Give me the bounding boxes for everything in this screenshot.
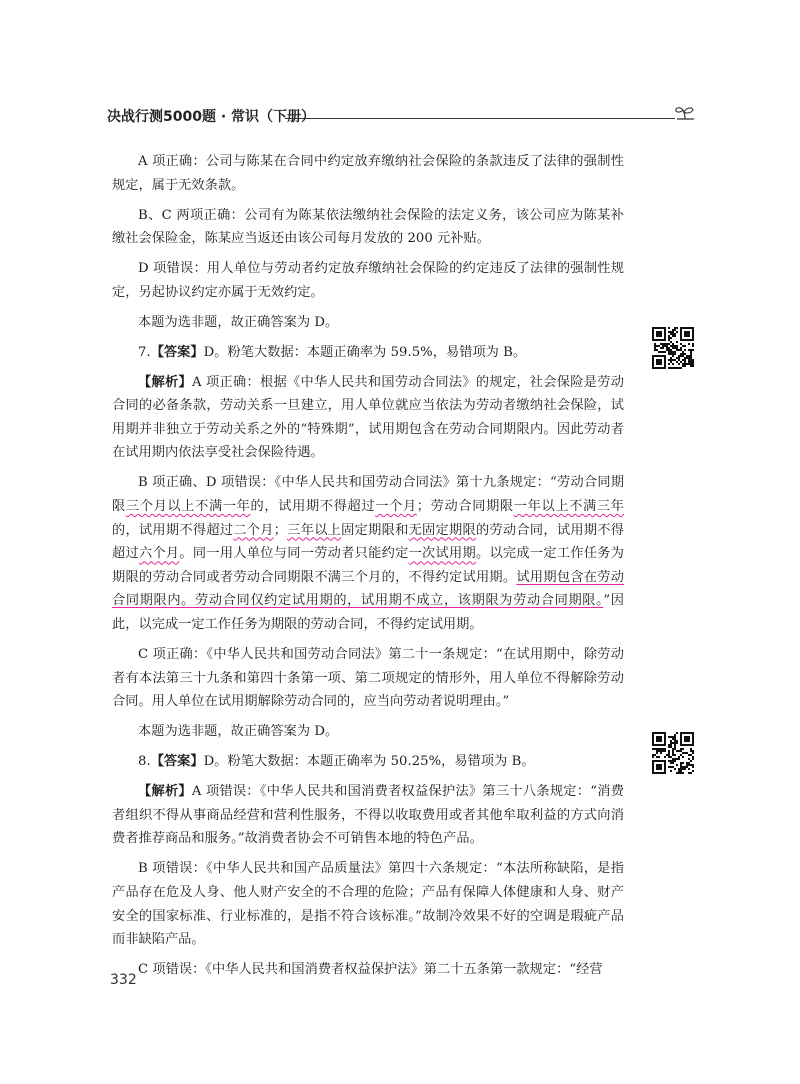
- answer-tag: 【答案】: [150, 344, 204, 360]
- text-segment: 的，试用期不得超过: [250, 499, 376, 515]
- answer-text: D。粉笔大数据：本题正确率为 59.5%，易错项为 B。: [203, 344, 527, 360]
- text-segment: 。同一用人单位与同一劳动者只能约定: [179, 546, 409, 562]
- page-number: 332: [110, 972, 137, 988]
- page-content: [112, 150, 624, 988]
- text-segment: ；劳动合同期限: [416, 499, 514, 515]
- highlight-wavy: 六个月: [138, 546, 180, 562]
- text-segment: 的劳动合同，试用期不得超过: [112, 522, 625, 562]
- analysis-text: A 项错误：《中华人民共和国消费者权益保护法》第三十八条规定：“消费者组织不得从事商品经营和营利性服务，不得以收取费用或者其他牟取利益的方式向消费者推荐商品和服务。”故消费者协会不可销售本地的特色产品。: [112, 784, 624, 847]
- qr-code-icon[interactable]: [651, 731, 695, 775]
- paragraph-option-bc: B、C 两项正确：公司有为陈某依法缴纳社会保险的法定义务，该公司应为陈某补缴社会保险金，陈某应当返还由该公司每月发放的 200 元补贴。: [112, 207, 624, 247]
- sprout-icon: [673, 104, 697, 126]
- text-segment: ；: [273, 522, 287, 538]
- text-segment: 固定期限和: [341, 522, 409, 538]
- question-8-option-b: B 项错误：《中华人民共和国产品质量法》第四十六条规定：“本法所称缺陷，是指产品存在危及人身、他人财产安全的不合理的危险；产品有保障人体健康和人身、财产安全的国家标准、行业标准的，是指不符合该标准。”故制冷效果不好的空调是瑕疵产品而非缺陷产品。: [112, 861, 624, 948]
- text-segment: 。以完成一定工作任务为期限的劳动合同或者劳动合同期限不满三个月的，不得约定试用期。: [112, 546, 624, 585]
- question-number: 7.: [138, 344, 151, 360]
- paragraph-conclusion: 本题为选非题，故正确答案为 D。: [138, 314, 339, 330]
- question-number: 8.: [138, 754, 151, 770]
- answer-tag: 【答案】: [150, 754, 204, 770]
- highlight-underline: 试用期包含在劳动合同期限内。劳动合同仅约定试用期的，试用期不成立，该期限为劳动合同期限。: [112, 569, 625, 609]
- page-header: [107, 104, 697, 126]
- highlight-wavy: 三年以上: [287, 522, 342, 538]
- question-8-option-c: C 项错误：《中华人民共和国消费者权益保护法》第二十五条第一款规定：“经营: [138, 962, 603, 978]
- highlight-wavy: 一年以上不满三年: [513, 499, 624, 515]
- question-7-answer: [112, 341, 624, 365]
- highlight-wavy: 一次试用期: [408, 546, 476, 562]
- analysis-tag: 【解析】: [138, 374, 192, 390]
- highlight-wavy: 三个月以上不满一年: [125, 499, 251, 515]
- answer-text: D。粉笔大数据：本题正确率为 50.25%，易错项为 B。: [203, 754, 535, 770]
- analysis-tag: 【解析】: [138, 784, 192, 800]
- text-segment: ”因此，以完成一定工作任务为期限的劳动合同，不得约定试用期。: [112, 593, 624, 633]
- question-7-analysis: [112, 371, 624, 465]
- text-segment: B 项正确、D 项错误：《中华人民共和国劳动合同法》第十九条规定：“劳动合同期限: [112, 475, 624, 515]
- highlight-wavy: 二个月: [233, 522, 274, 538]
- highlight-wavy: 一个月: [375, 499, 417, 515]
- paragraph-option-d: D 项错误：用人单位与劳动者约定放弃缴纳社会保险的约定违反了法律的强制性规定，另起协议约定亦属于无效约定。: [112, 261, 624, 300]
- analysis-text: A 项正确：根据《中华人民共和国劳动合同法》的规定，社会保险是劳动合同的必备条款，劳动关系一旦建立，用人单位就应当依法为劳动者缴纳社会保险，试用期并非独立于劳动关系之外的“特殊期”，试用期包含在劳动合同期限内。因此劳动者在试用期内依法享受社会保险待遇。: [112, 374, 624, 461]
- qr-code-icon[interactable]: [651, 326, 695, 370]
- text-segment: 的，试用期不得超过: [112, 522, 234, 538]
- question-8-analysis: [112, 780, 624, 851]
- question-7-option-b: [112, 471, 624, 636]
- question-8-answer: [112, 750, 624, 774]
- question-7-option-c: C 项正确：《中华人民共和国劳动合同法》第二十一条规定：“在试用期中，除劳动者有本法第三十九条和第四十条第一项、第二项规定的情形外，用人单位不得解除劳动合同。用人单位在试用期解除劳动合同的，应当向劳动者说明理由。”: [112, 647, 624, 710]
- book-title: 决战行测5000题 · 常识（下册）: [107, 109, 316, 125]
- paragraph-option-a: A 项正确：公司与陈某在合同中约定放弃缴纳社会保险的条款违反了法律的强制性规定，属于无效条款。: [112, 154, 624, 193]
- highlight-wavy: 无固定期限: [408, 522, 476, 538]
- header-rule: [285, 118, 675, 119]
- question-7-conclusion: 本题为选非题，故正确答案为 D。: [138, 724, 339, 740]
